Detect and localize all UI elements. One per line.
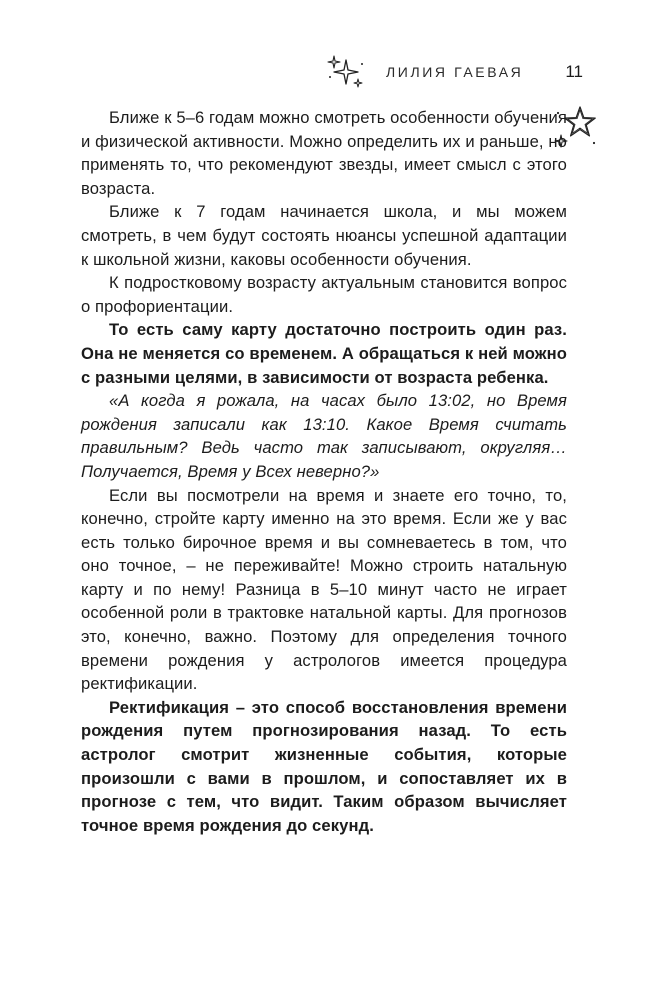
paragraph-bold: То есть саму карту достаточно построить один раз. Она не меняется со временем. А обращаться к ней можно с разными целями, в зависимости от возраста ребенка. bbox=[81, 320, 567, 387]
running-head-author: ЛИЛИЯ ГАЕВАЯ bbox=[386, 64, 524, 80]
paragraph-quote: «А когда я рожала, на часах было 13:02, но Время рождения записали как 13:10. Какое Время считать правильным? Ведь часто так записывают, округляя… Получается, Время у Всех неверно?» bbox=[81, 391, 567, 481]
running-head bbox=[0, 52, 583, 92]
paragraph-bold: Ректификация – это способ восстановления времени рождения путем прогнозирования назад. То есть астролог смотрит жизненные события, которые произошли с вами в прошлом, и сопоставляет их в прогнозе с тем, что видит. Таким образом вычисляет точное время рождения до секунд. bbox=[81, 697, 567, 835]
paragraph: Если вы посмотрели на время и знаете его точно, то, конечно, стройте карту именно на это время. Если же у вас есть только бирочное время и вы сомневаетесь в том, что оно точное, – не переживайте! Можно строить натальную карту и по нему! Разница в 5–10 минут часто не играет особенной роли в трактовке натальной карты. Для прогнозов это, конечно, важно. Поэтому для определения точного времени рождения у астрологов имеется процедура ректификации. bbox=[81, 485, 567, 694]
sparkle-stars-icon bbox=[322, 52, 368, 92]
paragraph: Ближе к 7 годам начинается школа, и мы можем смотреть, в чем будут состоять нюансы успешной адаптации к школьной жизни, каковы особенности обучения. bbox=[81, 202, 567, 269]
paragraph: К подростковому возрасту актуальным становится вопрос о профориентации. bbox=[81, 273, 567, 316]
page-number: 11 bbox=[565, 62, 583, 81]
body-text bbox=[81, 106, 567, 837]
paragraph: Ближе к 5–6 годам можно смотреть особенности обучения и физической активности. Можно определить их и раньше, но применять то, что рекомендуют звезды, имеет смысл с этого возраста. bbox=[81, 108, 567, 198]
